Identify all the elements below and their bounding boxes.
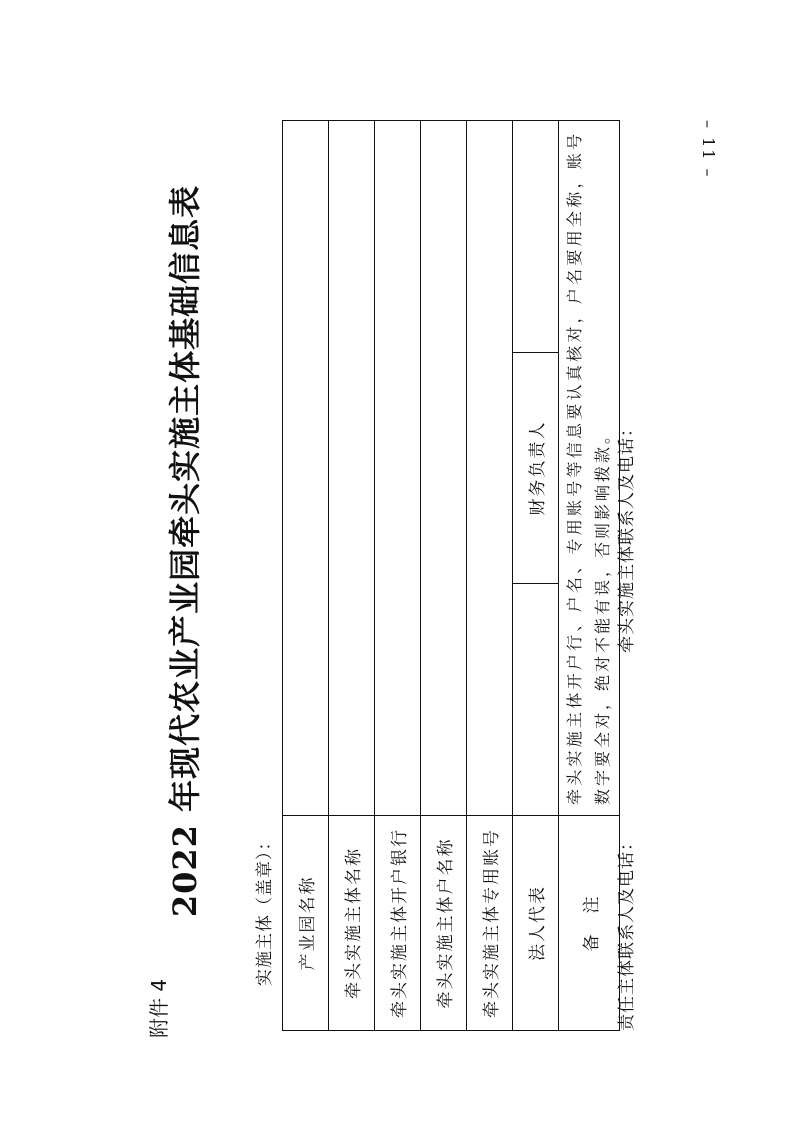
table-row xyxy=(375,121,421,1031)
row-label: 牵头实施主体名称 xyxy=(329,816,375,1031)
table-row xyxy=(421,121,467,1031)
page-title: 2022 年现代农业产业园牵头实施主体基础信息表 xyxy=(166,184,204,918)
table-row-remarks xyxy=(559,121,620,1031)
row-label: 牵头实施主体户名称 xyxy=(421,816,467,1031)
legal-rep-field[interactable] xyxy=(513,584,559,816)
table-row xyxy=(467,121,513,1031)
remarks-text: 牵头实施主体开户行、户名、专用账号等信息要认真核对，户名要用全称，账号数字要全对，绝对不能有误，否则影响拨款。 xyxy=(559,121,620,816)
page-number: – 11 – xyxy=(699,120,718,179)
attachment-label: 附件 4 xyxy=(147,978,171,1038)
lead-contact-label: 牵头实施主体联系人及电话： xyxy=(617,419,637,653)
finance-label: 财务负责人 xyxy=(513,352,559,584)
entity-seal-label: 实施主体（盖章）： xyxy=(255,832,275,986)
row-label: 牵头实施主体开户银行 xyxy=(375,816,421,1031)
row-value-field[interactable] xyxy=(375,121,421,816)
row-value-field[interactable] xyxy=(467,121,513,816)
row-label: 产业园名称 xyxy=(283,816,329,1031)
info-table xyxy=(282,120,620,1031)
row-value-field[interactable] xyxy=(329,121,375,816)
remarks-label: 备 注 xyxy=(559,816,620,1031)
row-value-field[interactable] xyxy=(421,121,467,816)
legal-rep-label: 法人代表 xyxy=(513,816,559,1031)
table-row xyxy=(283,121,329,1031)
row-label: 牵头实施主体专用账号 xyxy=(467,816,513,1031)
responsible-contact-label: 责任主体联系人及电话： xyxy=(617,833,637,1031)
table-row xyxy=(329,121,375,1031)
table-row-legal-finance xyxy=(513,121,559,1031)
row-value-field[interactable] xyxy=(283,121,329,816)
finance-field[interactable] xyxy=(513,121,559,353)
